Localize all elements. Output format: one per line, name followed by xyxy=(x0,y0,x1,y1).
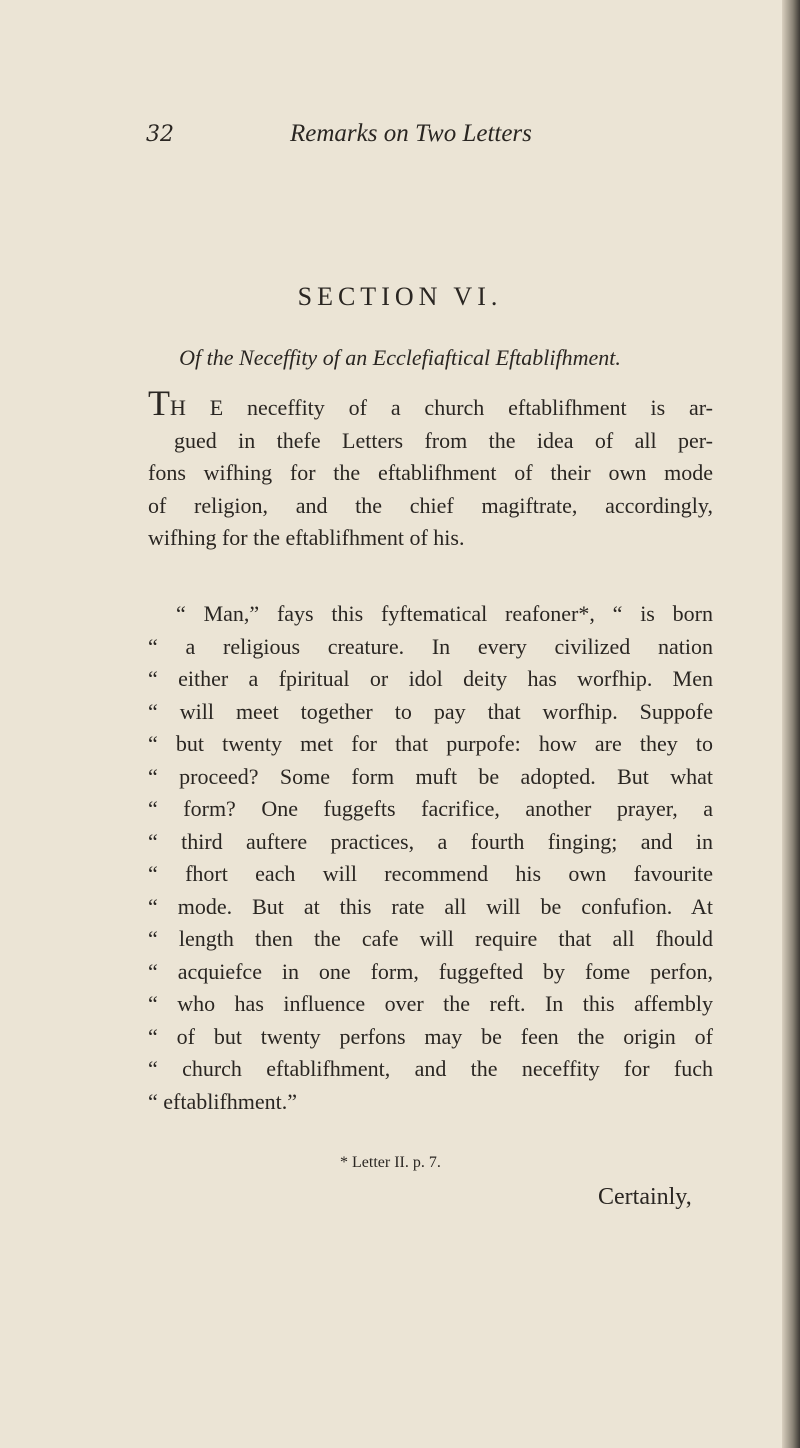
section-heading: SECTION VI. xyxy=(297,282,503,311)
quote-line: “ length then the cafe will require that all fhould xyxy=(148,926,713,951)
paragraph-line: fons wifhing for the eftablifhment of their own mode xyxy=(148,460,713,485)
footnote: * Letter II. p. 7. xyxy=(340,1154,441,1171)
paragraph-2 xyxy=(148,598,713,1118)
drop-cap: T xyxy=(148,383,170,423)
quote-line: “ of but twenty perfons may be feen the origin of xyxy=(148,1023,713,1049)
section-subtitle: Of the Neceffity of an Ecclefiaftical Eftablifhment. xyxy=(179,345,621,370)
paragraph-line: gued in thefe Letters from the idea of all per- xyxy=(174,427,713,453)
quote-line: “ either a fpiritual or idol deity has worfhip. Men xyxy=(148,666,713,691)
quote-line: “ mode. But at this rate all will be confufion. At xyxy=(148,893,713,919)
quote-line: “ will meet together to pay that worfhip. Suppofe xyxy=(148,698,713,724)
quote-line: “ third auftere practices, a fourth finging; and in xyxy=(148,828,713,854)
paragraph-1 xyxy=(148,383,713,555)
quote-line: “ Man,” fays this fyftematical reafoner*, “ is born xyxy=(176,601,713,626)
quote-line: “ church eftablifhment, and the neceffity for fuch xyxy=(148,1056,713,1081)
paragraph-line: of religion, and the chief magiftrate, accordingly, xyxy=(148,492,713,518)
quote-line: “ acquiefce in one form, fuggefted by fome perfon, xyxy=(148,958,713,984)
catchword: Certainly, xyxy=(598,1184,692,1210)
running-title: Remarks on Two Letters xyxy=(290,120,532,147)
quote-line: “ but twenty met for that purpofe: how are they to xyxy=(148,731,713,756)
quote-line: “ eftablifhment.” xyxy=(148,1088,298,1114)
page-header xyxy=(0,112,800,152)
paragraph-line: TH E neceffity of a church eftablifhment is ar- xyxy=(148,383,713,423)
page-edge xyxy=(782,0,800,1448)
quote-line: “ form? One fuggefts facrifice, another prayer, a xyxy=(148,796,713,821)
paragraph-line: wifhing for the eftablifhment of his. xyxy=(148,525,465,550)
quote-line: “ fhort each will recommend his own favourite xyxy=(148,861,713,886)
quote-line: “ who has influence over the reft. In this affembly xyxy=(148,991,713,1016)
quote-line: “ a religious creature. In every civilized nation xyxy=(148,633,713,659)
quote-line: “ proceed? Some form muft be adopted. But what xyxy=(148,763,713,789)
page-number: 32 xyxy=(146,122,174,147)
